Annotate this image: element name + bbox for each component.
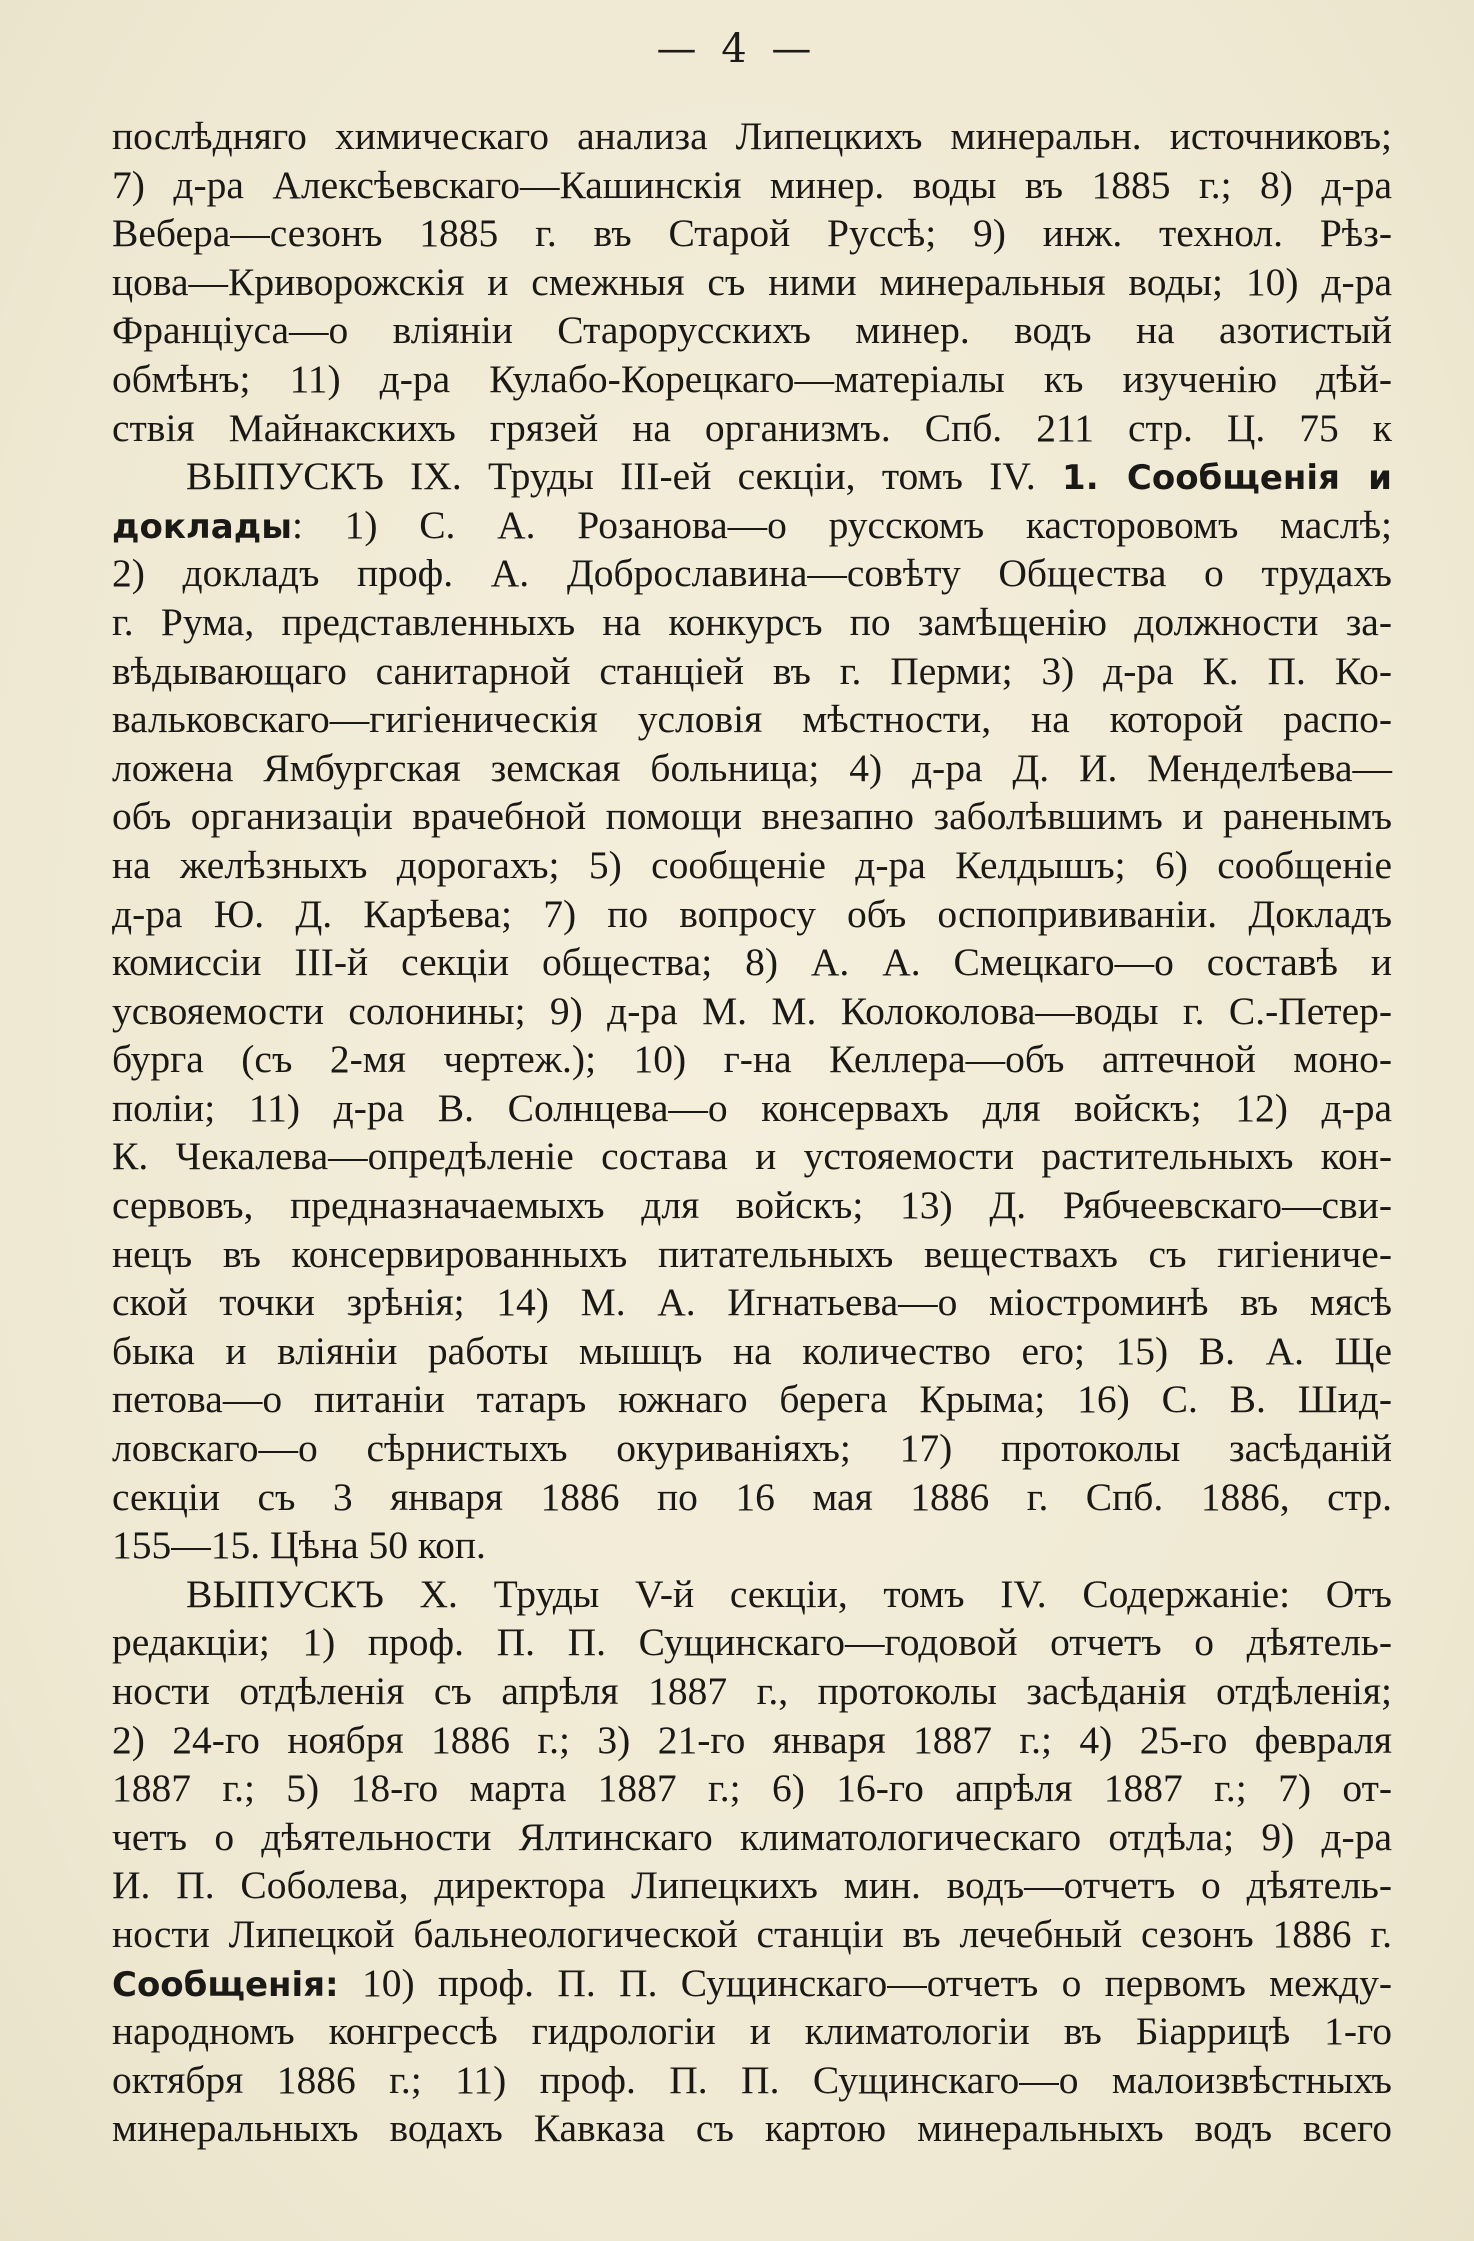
- text-line: [112, 1910, 1392, 1959]
- text-line: [112, 2104, 1392, 2153]
- text-segment: минеральныхъ водахъ Кавказа съ картою минеральныхъ водъ всего: [112, 2106, 1392, 2151]
- text-line: [112, 598, 1392, 647]
- text-segment: народномъ конгрессѣ гидрологіи и климатологіи въ Біаррицѣ 1-го: [112, 2009, 1392, 2054]
- text-segment: 2) 24-го ноября 1886 г.; 3) 21-го января 1887 г.; 4) 25-го февраля: [112, 1717, 1392, 1762]
- text-line: [112, 1618, 1392, 1667]
- bold-text: 1. Сообщенія и: [1062, 458, 1392, 499]
- text-segment: сервовъ, предназначаемыхъ для войскъ; 13) Д. Рябчеевскаго—сви-: [112, 1183, 1392, 1228]
- bold-text: Сообщенія:: [112, 1964, 339, 2005]
- text-segment: 1887 г.; 5) 18-го марта 1887 г.; 6) 16-го апрѣля 1887 г.; 7) от-: [112, 1766, 1392, 1811]
- text-line: [112, 1084, 1392, 1133]
- text-segment: Вебера—сезонъ 1885 г. въ Старой Руссѣ; 9) инж. технол. Рѣз-: [112, 211, 1392, 256]
- text-line: [112, 1035, 1392, 1084]
- text-line: [112, 452, 1392, 501]
- text-line: [112, 258, 1392, 307]
- text-segment: Франціуса—о вліяніи Старорусскихъ минер. водъ на азотистый: [112, 308, 1392, 353]
- text-line: [112, 1327, 1392, 1376]
- text-segment: петова—о питаніи татаръ южнаго берега Крыма; 16) С. В. Шид-: [112, 1377, 1392, 1422]
- text-segment: К. Чекалева—опредѣленіе состава и устояемости растительныхъ кон-: [112, 1134, 1392, 1179]
- text-segment: ской точки зрѣнія; 14) М. А. Игнатьева—о міостроминѣ въ мясѣ: [112, 1280, 1392, 1325]
- text-line: [112, 549, 1392, 598]
- text-segment: ности отдѣленія съ апрѣля 1887 г., протоколы засѣданія отдѣленія;: [112, 1669, 1392, 1713]
- text-segment: И. П. Соболева, директора Липецкихъ мин. водъ—отчетъ о дѣятель-: [112, 1863, 1392, 1908]
- text-line: [112, 2056, 1392, 2105]
- text-line: [112, 209, 1392, 258]
- text-line: [112, 938, 1392, 987]
- text-line: [112, 404, 1392, 453]
- text-line: [112, 647, 1392, 696]
- text-segment: обмѣнъ; 11) д-ра Кулабо-Корецкаго—матеріалы къ изученію дѣй-: [112, 356, 1392, 401]
- page-number: — 4 —: [656, 26, 818, 72]
- text-segment: четъ о дѣятельности Ялтинскаго климатологическаго отдѣла; 9) д-ра: [112, 1814, 1392, 1859]
- text-line: [112, 1959, 1392, 2008]
- text-line: [112, 1861, 1392, 1910]
- text-segment: ловскаго—о сѣрнистыхъ окуриваніяхъ; 17) протоколы засѣданій: [112, 1426, 1392, 1471]
- text-line: [112, 1667, 1392, 1716]
- text-line: [112, 792, 1392, 841]
- text-line: [112, 744, 1392, 793]
- text-segment: ВЫПУСКЪ IX. Труды III-ей секціи, томъ IV.: [186, 454, 1063, 499]
- text-line: [112, 987, 1392, 1036]
- text-segment: 7) д-ра Алексѣевскаго—Кашинскія минер. воды въ 1885 г.; 8) д-ра: [112, 162, 1392, 207]
- text-line: [112, 1375, 1392, 1424]
- text-segment: редакціи; 1) проф. П. П. Сущинскаго—годовой отчетъ о дѣятель-: [112, 1620, 1392, 1665]
- text-line: [112, 501, 1392, 550]
- text-line: [112, 695, 1392, 744]
- text-line: [112, 355, 1392, 404]
- text-segment: усвояемости солонины; 9) д-ра М. М. Колоколова—воды г. С.-Петер-: [112, 988, 1392, 1033]
- text-segment: ствія Майнакскихъ грязей на организмъ. Спб. 211 стр. Ц. 75 к: [112, 405, 1392, 450]
- text-segment: объ организаціи врачебной помощи внезапно заболѣвшимъ и раненымъ: [112, 794, 1392, 839]
- text-line: [112, 161, 1392, 210]
- text-segment: нецъ въ консервированныхъ питательныхъ веществахъ съ гигіениче-: [112, 1231, 1392, 1276]
- text-segment: секціи съ 3 января 1886 по 16 мая 1886 г. Спб. 1886, стр.: [112, 1474, 1392, 1519]
- text-line: [112, 306, 1392, 355]
- text-line: [112, 890, 1392, 939]
- text-line: [112, 1570, 1392, 1619]
- text-segment: цова—Криворожскія и смежныя съ ними минеральныя воды; 10) д-ра: [112, 259, 1392, 304]
- text-line: [112, 1424, 1392, 1473]
- bold-text: доклады: [112, 506, 292, 547]
- text-segment: октября 1886 г.; 11) проф. П. П. Сущинскаго—о малоизвѣстныхъ: [112, 2057, 1392, 2102]
- text-line: [112, 1716, 1392, 1765]
- text-segment: г. Рума, представленныхъ на конкурсъ по замѣщенію должности за-: [112, 599, 1392, 644]
- body-text: [112, 112, 1392, 2153]
- text-line: [112, 1278, 1392, 1327]
- text-segment: поліи; 11) д-ра В. Солнцева—о консервахъ для войскъ; 12) д-ра: [112, 1085, 1392, 1130]
- text-segment: быка и вліяніи работы мышцъ на количество его; 15) В. А. Ще: [112, 1328, 1392, 1373]
- text-segment: вальковскаго—гигіеническія условія мѣстности, на которой распо-: [112, 697, 1392, 742]
- text-segment: ложена Ямбургская земская больница; 4) д-ра Д. И. Менделѣева—: [112, 745, 1392, 790]
- text-line: [112, 1230, 1392, 1279]
- text-line: [112, 2007, 1392, 2056]
- text-segment: на желѣзныхъ дорогахъ; 5) сообщеніе д-ра Келдышъ; 6) сообщеніе: [112, 842, 1392, 887]
- text-line: [112, 1473, 1392, 1522]
- text-line: [112, 112, 1392, 161]
- text-line: [112, 1181, 1392, 1230]
- text-segment: послѣдняго химическаго анализа Липецкихъ минеральн. источниковъ;: [112, 114, 1392, 158]
- text-segment: 2) докладъ проф. А. Доброславина—совѣту Общества о трудахъ: [112, 551, 1392, 596]
- text-segment: 155—15. Цѣна 50 коп.: [112, 1523, 486, 1568]
- text-segment: ВЫПУСКЪ X. Труды V-й секціи, томъ IV. Содержаніе: Отъ: [186, 1571, 1392, 1616]
- text-segment: ности Липецкой бальнеологической станціи въ лечебный сезонъ 1886 г.: [112, 1911, 1392, 1956]
- text-segment: 10) проф. П. П. Сущинскаго—отчетъ о первомъ между-: [338, 1960, 1392, 2005]
- text-line: [112, 1764, 1392, 1813]
- text-segment: бурга (съ 2-мя чертеж.); 10) г-на Келлера—объ аптечной моно-: [112, 1037, 1392, 1082]
- text-segment: комиссіи III-й секціи общества; 8) А. А. Смецкаго—о составѣ и: [112, 940, 1392, 985]
- text-line: [112, 1132, 1392, 1181]
- text-line: [112, 1813, 1392, 1862]
- text-segment: вѣдывающаго санитарной станціей въ г. Перми; 3) д-ра К. П. Ко-: [112, 648, 1392, 693]
- text-segment: : 1) С. А. Розанова—о русскомъ касторовомъ маслѣ;: [291, 502, 1392, 547]
- text-line: [112, 841, 1392, 890]
- text-segment: д-ра Ю. Д. Карѣева; 7) по вопросу объ оспопрививаніи. Докладъ: [112, 891, 1392, 936]
- text-line: [112, 1521, 1392, 1570]
